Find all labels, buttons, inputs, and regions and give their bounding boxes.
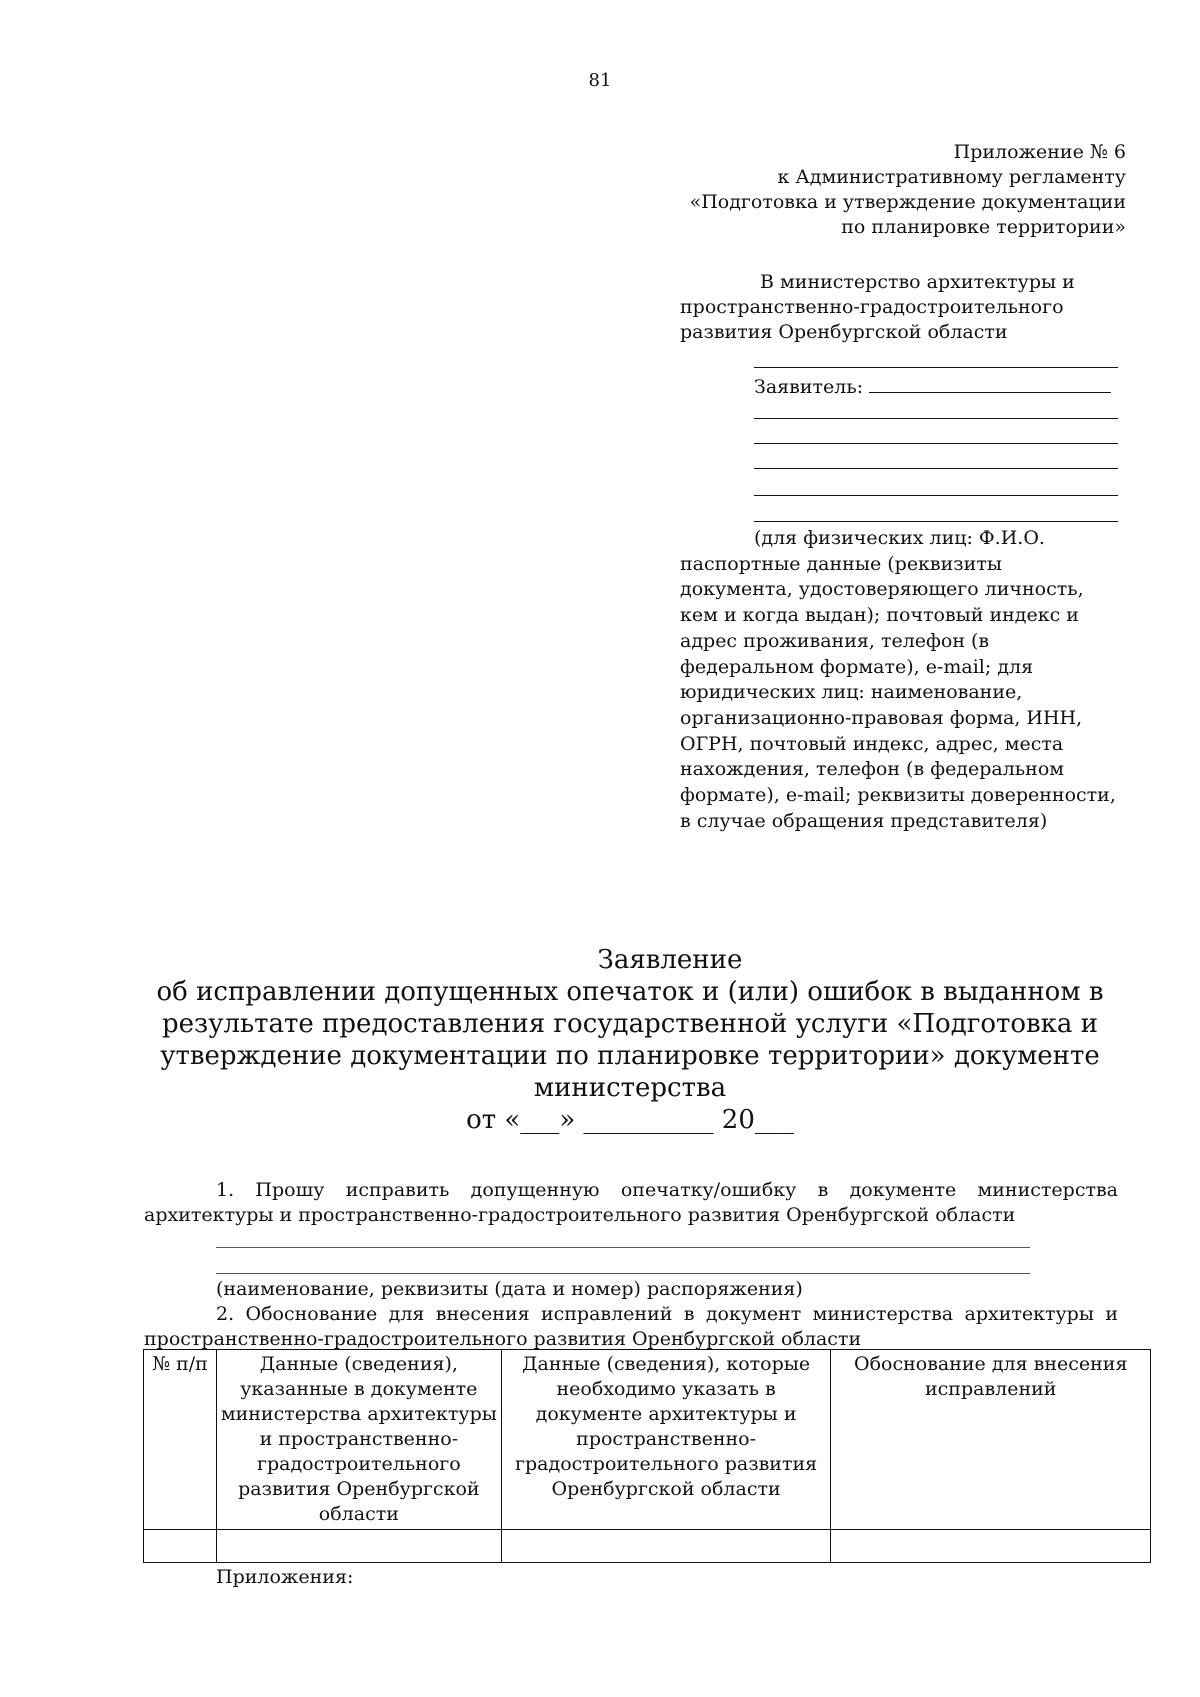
applicant-blank-line bbox=[754, 418, 1118, 419]
appendix-line: к Административному регламенту bbox=[777, 166, 1126, 188]
order-blank-line bbox=[216, 1247, 1030, 1248]
corrections-table bbox=[143, 1349, 1151, 1563]
table-header-cell: № п/п bbox=[144, 1350, 217, 1530]
title-line: об исправлении допущенных опечаток и (или) ошибок в выданном в bbox=[156, 977, 1104, 1007]
applicant-row bbox=[754, 374, 1111, 398]
applicant-label: Заявитель: bbox=[754, 376, 864, 398]
order-caption: (наименование, реквизиты (дата и номер) распоряжения) bbox=[216, 1278, 803, 1300]
appendix-header bbox=[526, 140, 1126, 240]
paragraph-line: 2. Обоснование для внесения исправлений в документ министерства архитектуры и bbox=[216, 1303, 1118, 1325]
document-title bbox=[130, 944, 1130, 1136]
table-cell bbox=[831, 1530, 1151, 1563]
appendix-line: «Подготовка и утверждение документации bbox=[689, 191, 1126, 213]
table-header-cell: Данные (сведения), которые необходимо указать в документе архитектуры и пространственно-градостроительного развития Оренбургской области bbox=[501, 1350, 831, 1530]
title-line: утверждение документации по планировке территории» документе bbox=[160, 1041, 1100, 1071]
title-line: результате предоставления государственной услуги «Подготовка и bbox=[161, 1009, 1099, 1039]
addressee-line: В министерство архитектуры и bbox=[760, 271, 1075, 293]
title-heading: Заявление bbox=[597, 945, 743, 975]
table-cell bbox=[216, 1530, 501, 1563]
paragraph-1 bbox=[144, 1178, 1118, 1228]
applicant-blank-line bbox=[869, 374, 1111, 393]
page-number: 81 bbox=[588, 70, 612, 91]
title-line: министерства bbox=[533, 1073, 727, 1103]
table-row bbox=[144, 1530, 1151, 1563]
paragraph-line: архитектуры и пространственно-градостроительного развития Оренбургской области bbox=[144, 1204, 1016, 1226]
addressee-blank-line bbox=[754, 367, 1118, 368]
order-blank-line bbox=[216, 1273, 1030, 1274]
applicant-blank-line bbox=[754, 468, 1118, 469]
table-header-cell: Обоснование для внесения исправлений bbox=[831, 1350, 1151, 1530]
title-date-line: от «___» __________ 20___ bbox=[466, 1105, 794, 1135]
addressee-line: пространственно-градостроительного bbox=[680, 296, 1064, 318]
applicant-blank-line bbox=[754, 521, 1118, 522]
table-cell bbox=[501, 1530, 831, 1563]
paragraph-line: 1. Прошу исправить допущенную опечатку/ошибку в документе министерства bbox=[216, 1179, 1118, 1201]
paragraph-line: пространственно-градостроительного развития Оренбургской области bbox=[144, 1328, 862, 1350]
paragraph-2 bbox=[144, 1302, 1118, 1352]
attachments-label: Приложения: bbox=[216, 1566, 354, 1588]
appendix-line: по планировке территории» bbox=[841, 216, 1126, 238]
table-cell bbox=[144, 1530, 217, 1563]
appendix-line: Приложение № 6 bbox=[953, 141, 1126, 163]
applicant-blank-line bbox=[754, 495, 1118, 496]
applicant-note bbox=[680, 526, 1120, 834]
addressee-block bbox=[680, 270, 1120, 345]
addressee-line: развития Оренбургской области bbox=[680, 321, 1008, 343]
applicant-note-text: (для физических лиц: Ф.И.О. паспортные данные (реквизиты документа, удостоверяющего личность, кем и когда выдан); почтовый индекс и адрес проживания, телефон (в федеральном формате), e-mail; для юридических лиц: наименование, организационно-правовая форма, ИНН, ОГРН, почтовый индекс, адрес, места нахождения, телефон (в федеральном формате), e-mail; реквизиты доверенности, в случае обращения представителя) bbox=[680, 527, 1116, 832]
applicant-blank-line bbox=[754, 443, 1118, 444]
table-header-row bbox=[144, 1350, 1151, 1530]
table-header-cell: Данные (сведения), указанные в документе министерства архитектуры и пространственно-градостроительного развития Оренбургской области bbox=[216, 1350, 501, 1530]
